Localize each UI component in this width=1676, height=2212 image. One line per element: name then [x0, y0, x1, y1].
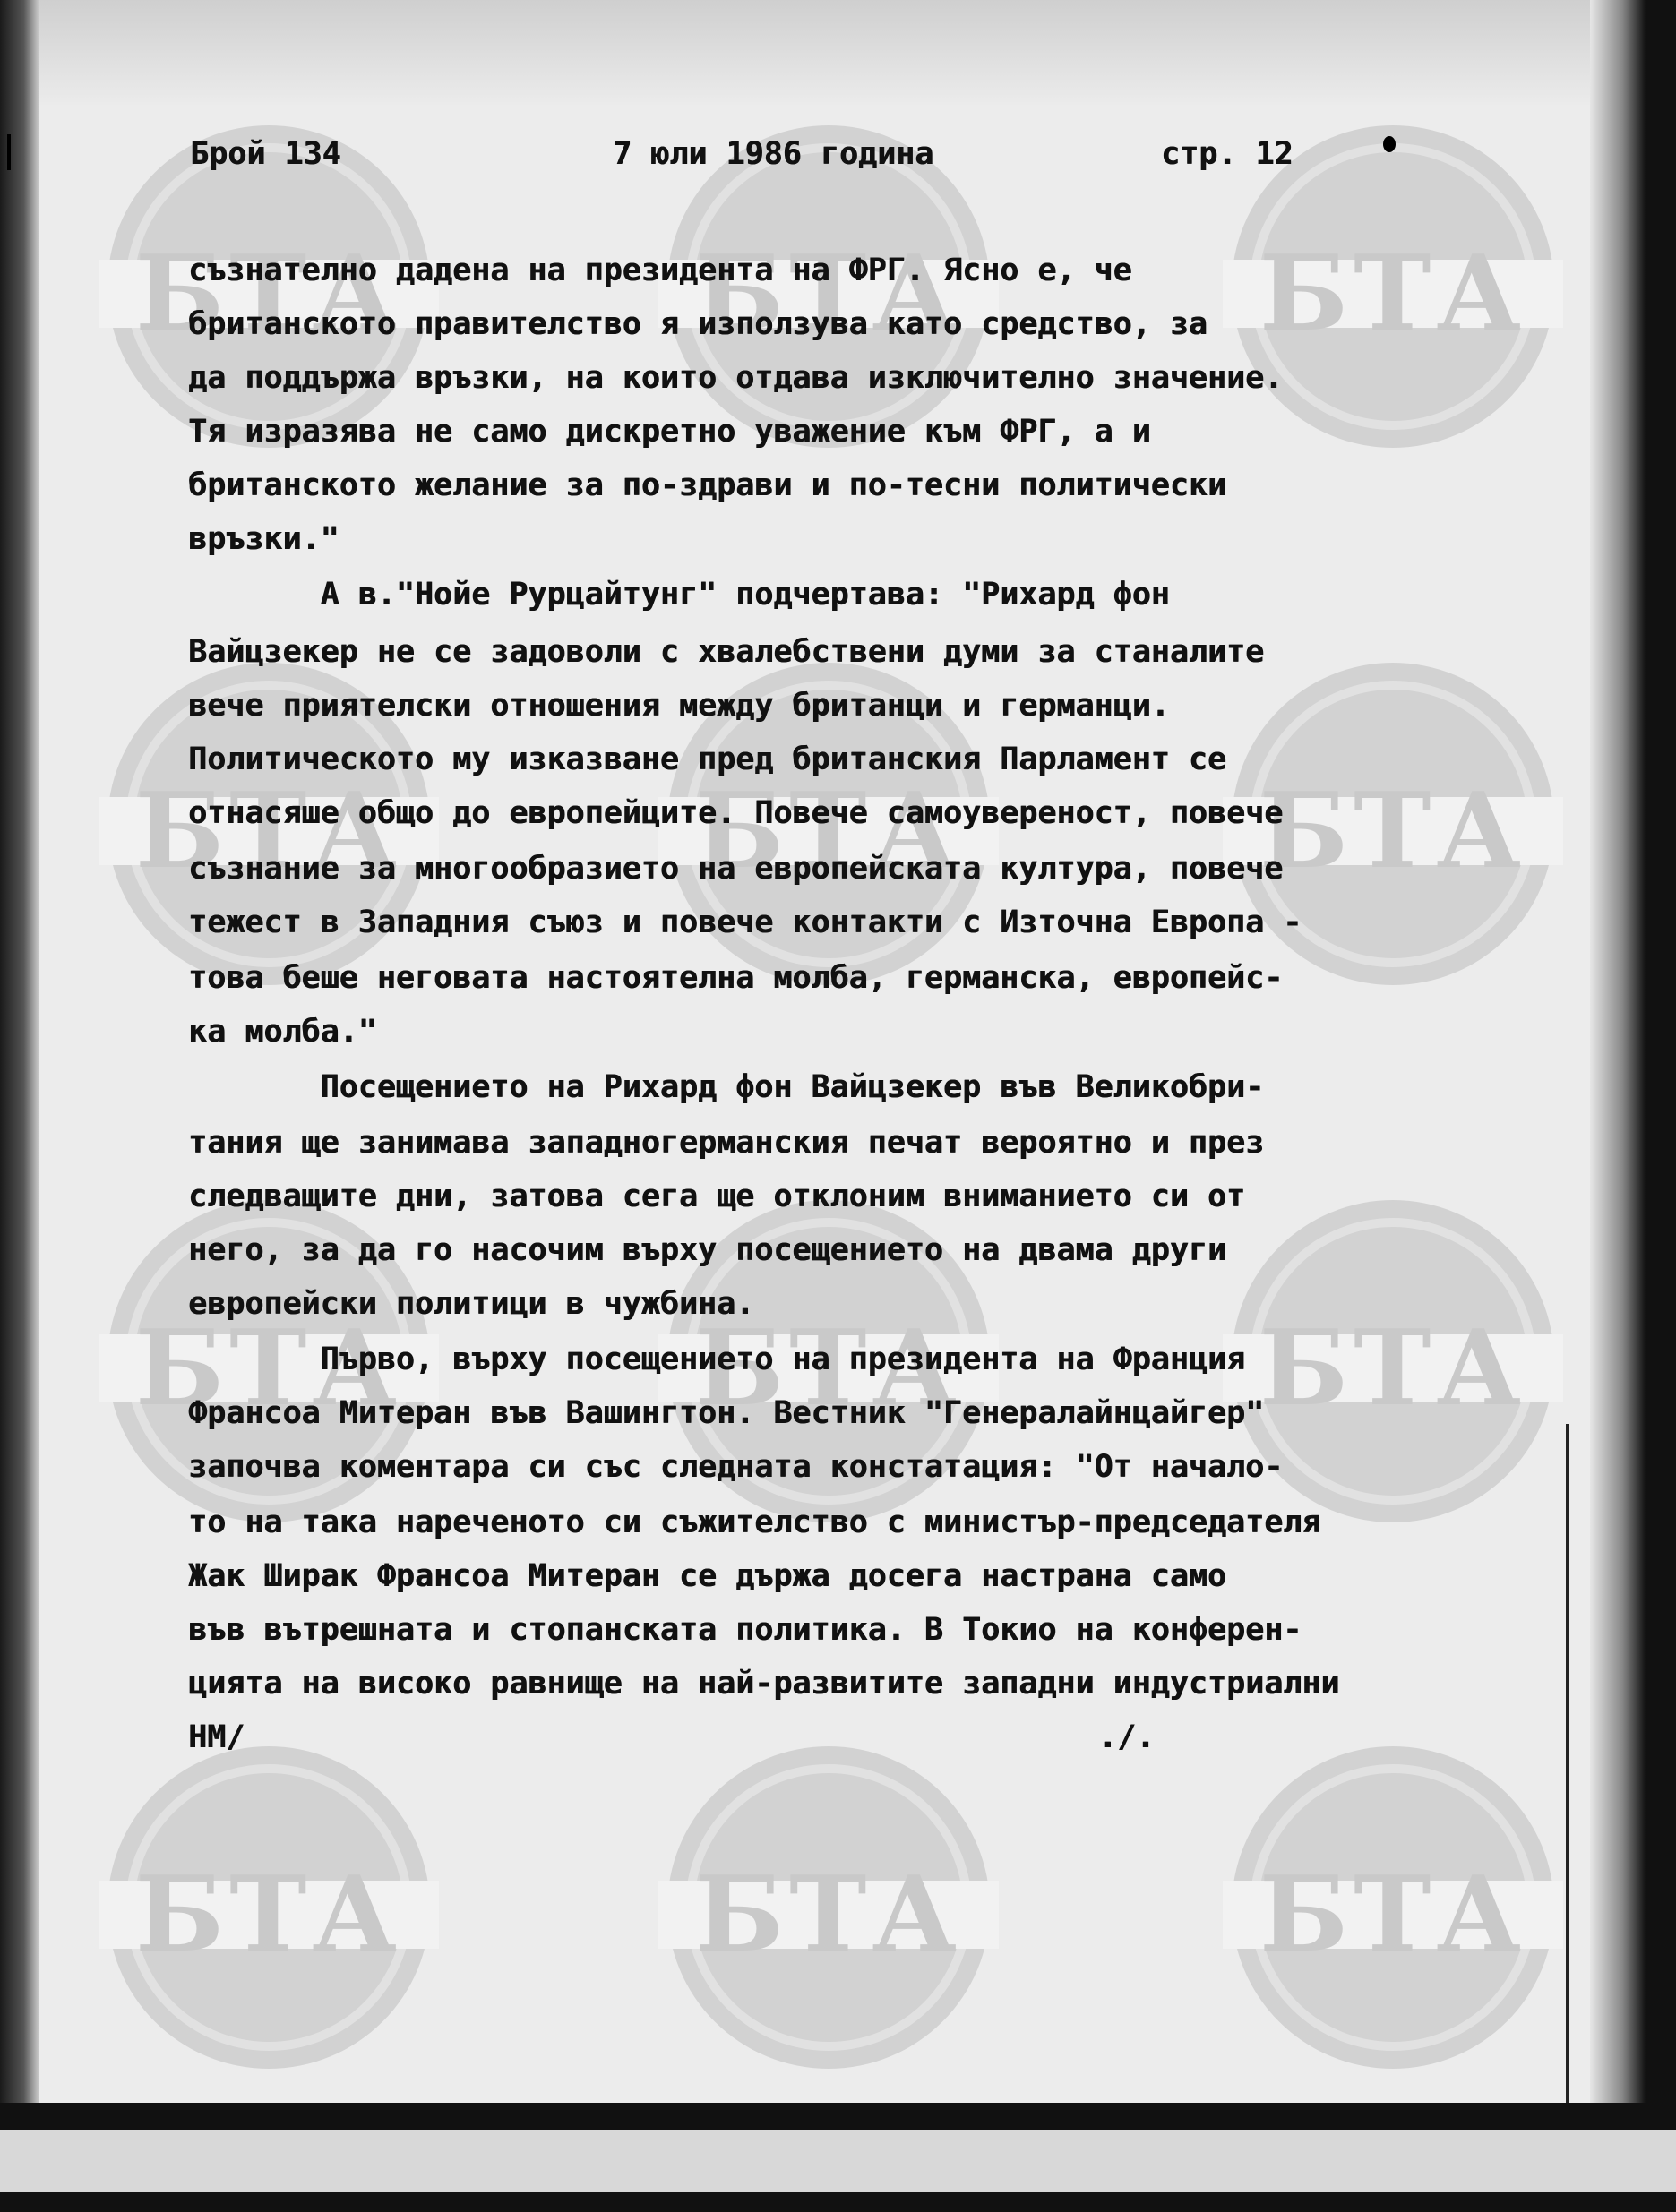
body-line: то на така нареченото си съжителство с министър-председателя	[188, 1505, 1321, 1540]
body-line: британското желание за по-здрави и по-тесни политически	[188, 467, 1226, 503]
watermark-text: БТА	[1259, 770, 1526, 892]
ink-dot	[1383, 136, 1396, 152]
body-line: европейски политици в чужбина.	[188, 1286, 755, 1322]
watermark-text: БТА	[1259, 1854, 1526, 1976]
page-number: стр. 12	[1161, 136, 1294, 172]
body-line: Франсоа Митеран във Вашингтон. Вестник "Генералайнцайгер"	[188, 1395, 1265, 1431]
body-line: британското правителство я използува като средство, за	[188, 306, 1208, 342]
watermark-text: БТА	[135, 1307, 402, 1429]
body-line: ка молба."	[188, 1014, 377, 1050]
watermark-text: БТА	[1259, 1307, 1526, 1429]
body-line: във вътрешната и стопанската политика. В Токио на конферен-	[188, 1612, 1302, 1648]
watermark-text: БТА	[1259, 233, 1526, 355]
body-line: съзнание за многообразието на европейската култура, повече	[188, 851, 1284, 887]
body-line: да поддържа връзки, на които отдава изключително значение.	[188, 360, 1284, 396]
body-line: Тя изразява не само дискретно уважение към ФРГ, а и	[188, 414, 1151, 450]
body-line: Посещението на Рихард фон Вайцзекер във Великобри-	[188, 1069, 1265, 1105]
body-line: следващите дни, затова сега ще отклоним вниманието си от	[188, 1179, 1246, 1214]
watermark-text: БТА	[695, 1307, 962, 1429]
body-line: съзнателно дадена на президента на ФРГ. Ясно е, че	[188, 253, 1132, 288]
watermark-text: БТА	[695, 1854, 962, 1976]
watermark-text: БТА	[135, 770, 402, 892]
watermark-text: БТА	[695, 233, 962, 355]
body-line: Жак Ширак Франсоа Митеран се държа досега настрана само	[188, 1558, 1226, 1594]
body-line: вече приятелски отношения между британци и германци.	[188, 688, 1170, 724]
body-line: това беше неговата настоятелна молба, германска, европейс-	[188, 960, 1284, 996]
body-line: цията на високо равнище на най-развитите западни индустриални	[188, 1666, 1340, 1702]
watermark-text: БТА	[695, 770, 962, 892]
continuation-mark: ./.	[1098, 1719, 1156, 1755]
watermark-text: БТА	[135, 233, 402, 355]
issue-number: Брой 134	[190, 136, 341, 172]
body-line: него, за да го насочим върху посещението на двама други	[188, 1232, 1226, 1268]
body-line: започва коментара си със следната констатация: "От начало-	[188, 1449, 1284, 1485]
typist-initials: НМ/	[188, 1719, 245, 1755]
body-line: връзки."	[188, 521, 339, 557]
body-line: тания ще занимава западногерманския печат вероятно и през	[188, 1125, 1265, 1161]
body-line: тежест в Западния съюз и повече контакти с Източна Европа -	[188, 905, 1302, 940]
body-line: Политическото му изказване пред британския Парламент се	[188, 742, 1226, 777]
issue-date: 7 юли 1986 година	[613, 136, 934, 172]
body-line: Първо, върху посещението на президента на Франция	[188, 1342, 1246, 1377]
body-line: отнасяше общо до европейците. Повече самоувереност, повече	[188, 795, 1284, 831]
watermark-text: БТА	[135, 1854, 402, 1976]
body-line: А в."Нойе Рурцайтунг" подчертава: "Рихард фон	[188, 577, 1170, 613]
body-line: Вайцзекер не се задоволи с хвалебствени думи за станалите	[188, 634, 1265, 670]
